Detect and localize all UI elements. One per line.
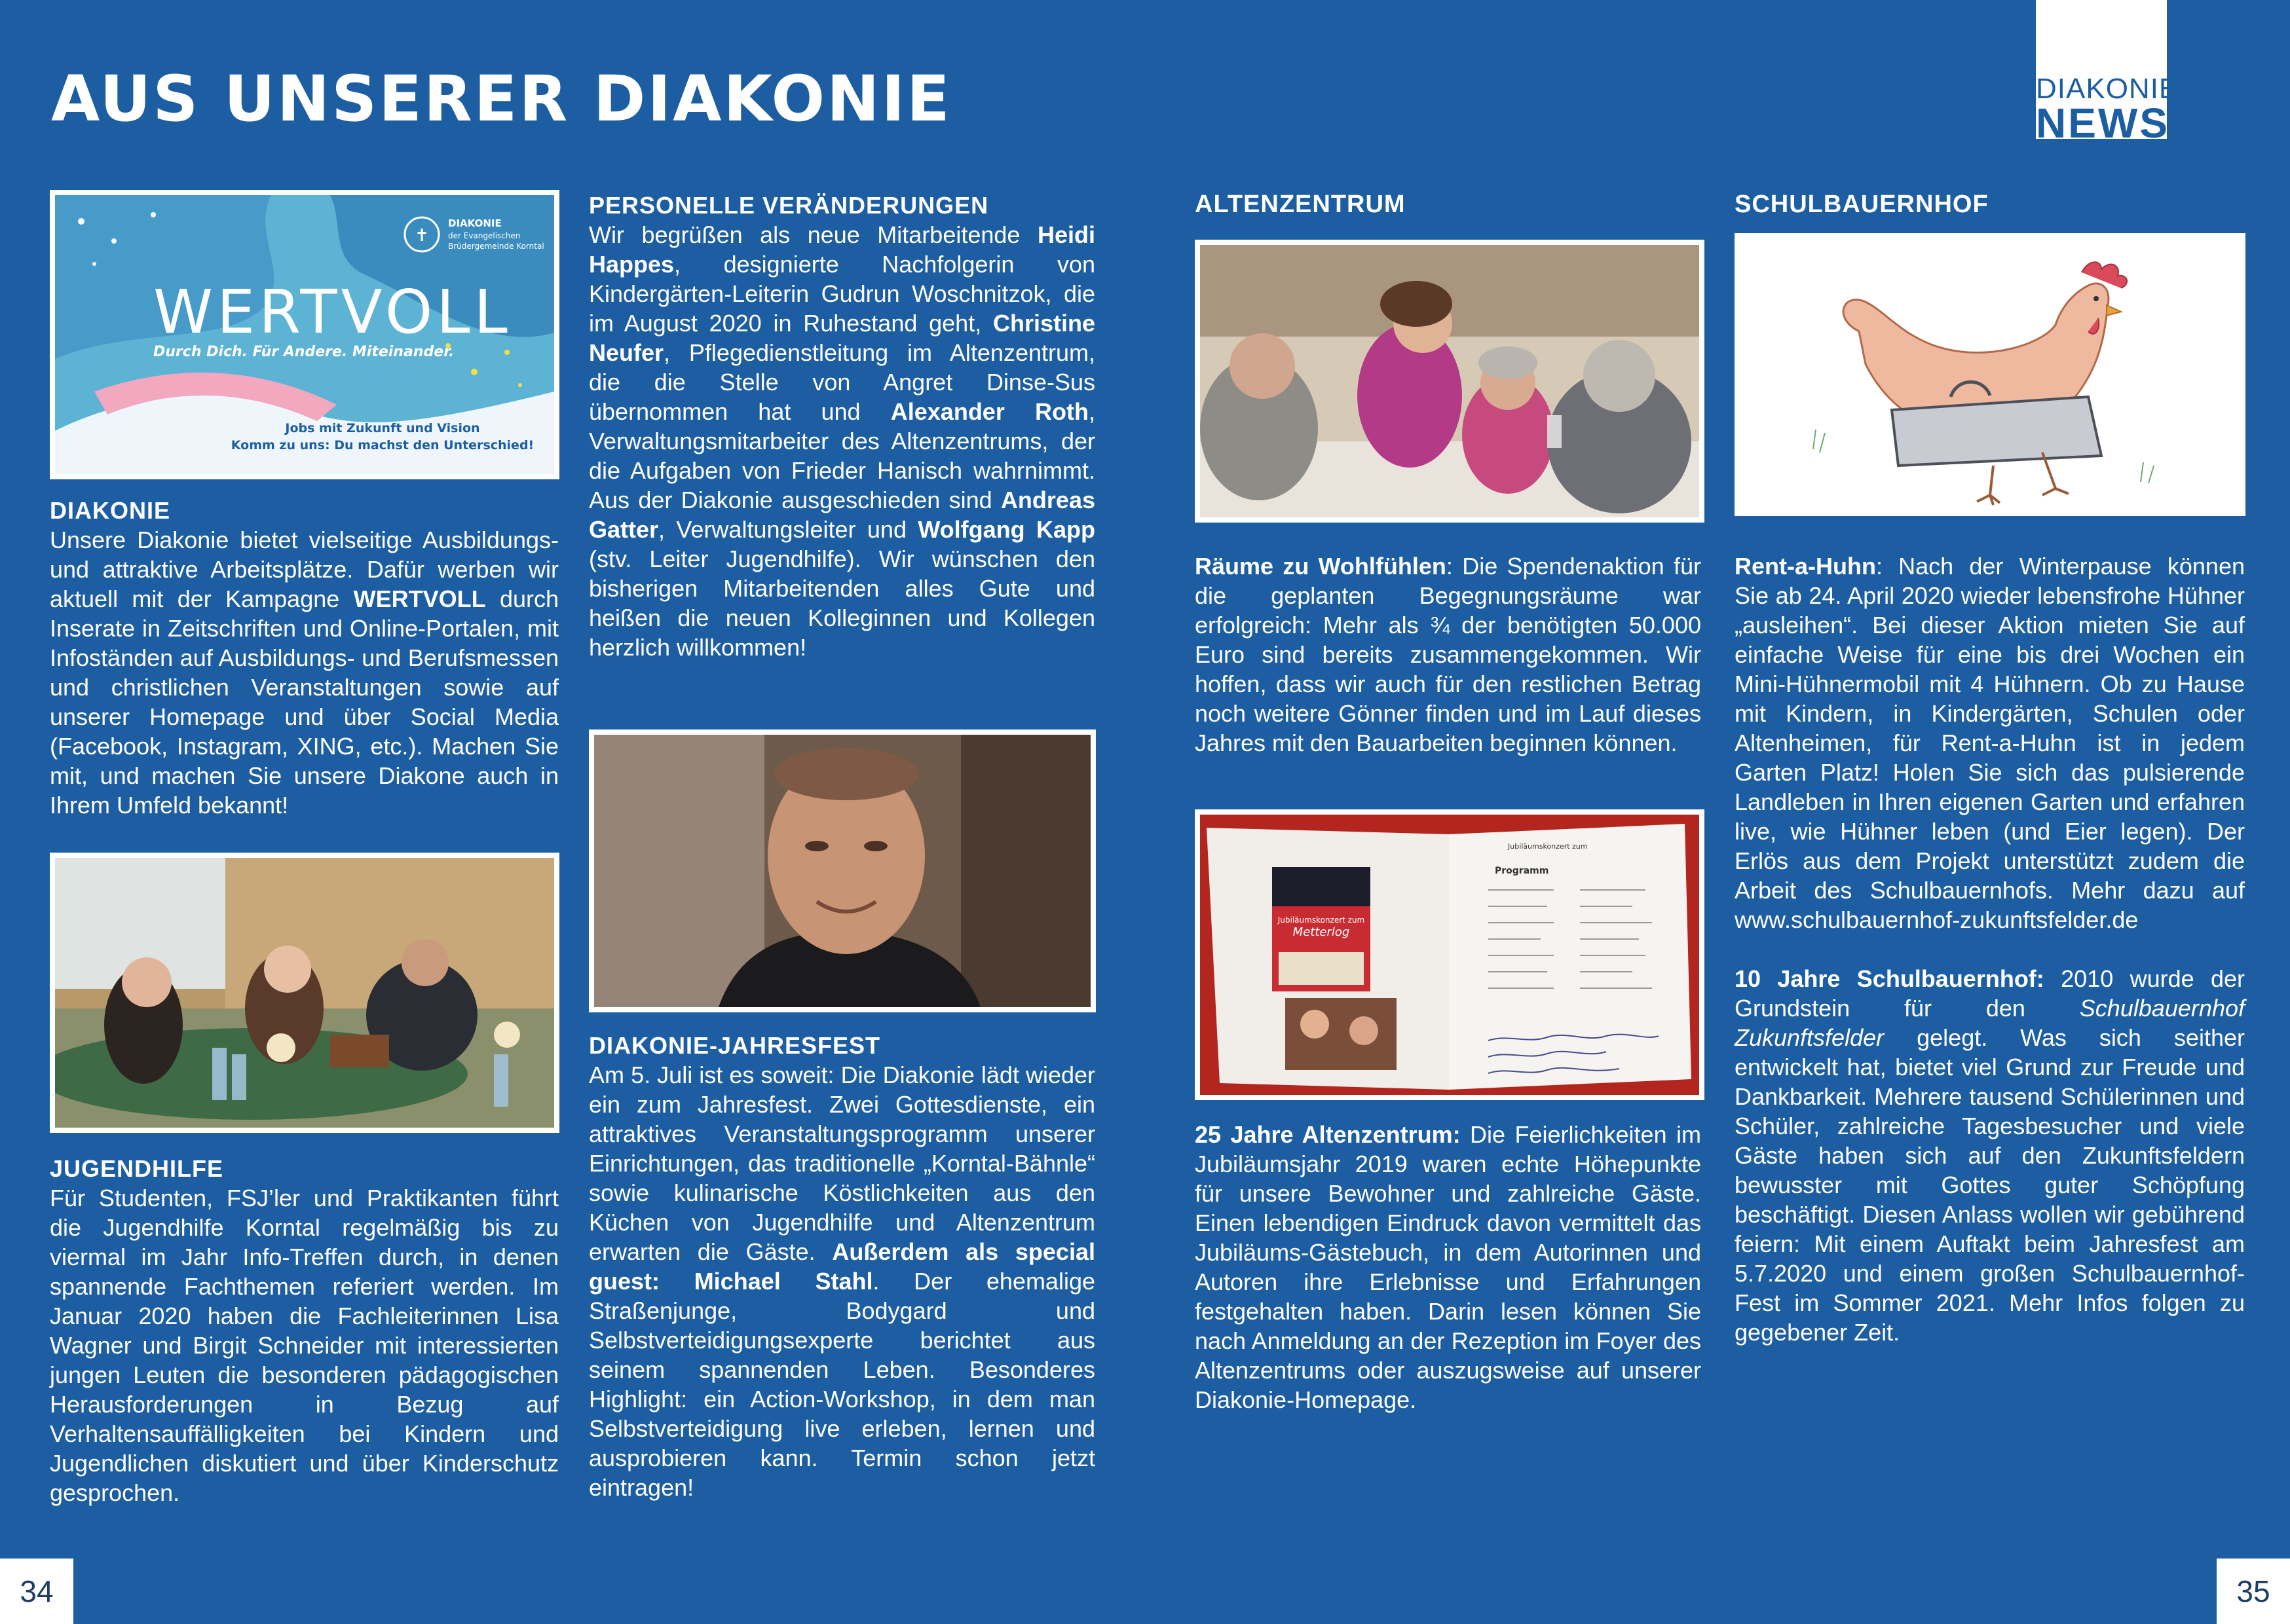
jugendhilfe-section: [50, 1154, 559, 1507]
ad-logo-l1: DIAKONIE: [448, 217, 502, 229]
zehn-jahre-text: 10 Jahre Schulbauernhof: 2010 wurde der Grundstein für den Schulbauernhof Zukunftsfelder gelegt. Was sich seither entwickelt hat, bietet viel Grund zur Freude und Dankbarkeit. Mehrere tausend Schülerinnen und Schüler, zahlreiche Tagesbesucher und viele Gäste haben sich auf den Zukunftsfeldern bewusster mit Gottes guter Schöpfung beschäftigt. Diesen Anlass wollen wir gebührend feiern: Mit einem Auftakt beim Jahresfest am 5.7.2020 und einem großen Schulbauernhof-Fest im Sommer 2021. Mehr Infos folgen zu gegebener Zeit.: [1735, 965, 2245, 1346]
jubilaeum-text: 25 Jahre Altenzentrum: Die Feierlichkeiten im Jubiläumsjahr 2019 waren echte Höhepunkte für unsere Bewohner und zahlreiche Gäste. Einen lebendigen Eindruck davon vermittelt das Jubiläums-Gästebuch, in dem Autorinnen und Autoren ihre Erlebnisse und Erfahrungen festgehalten haben. Darin lesen können Sie nach Anmeldung an der Rezeption im Foyer des Altenzentrums oder auszugsweise auf unserer Diakonie-Homepage.: [1195, 1121, 1701, 1413]
badge-line1: DIAKONIE: [2036, 73, 2179, 105]
guestbook-jubilaeum: Jubiläumskonzert zum: [1277, 915, 1365, 925]
guestbook-photo-graphic: [1200, 815, 1699, 1095]
personelle-heading: PERSONELLE VERÄNDERUNGEN: [589, 192, 989, 219]
personelle-text: Wir begrüßen als neue Mitarbeitende Heidi Happes, designierte Nachfolgerin von Kindergärten-Leiterin Gudrun Woschnitzok, die im August 2020 in Ruhestand geht, Christine Neufer, Pflegedienstleitung im Altenzentrum, die die Stelle von Angret Dinse-Sus übernommen hat und Alexander Roth, Verwaltungsmitarbeiter des Altenzentrums, der die Aufgaben von Frieder Hanisch wahrnimmt. Aus der Diakonie ausgeschieden sind Andreas Gatter, Verwaltungsleiter und Wolfgang Kapp (stv. Leiter Jugendhilfe). Wir wünschen den bisherigen Mitarbeitenden alles Gute und heißen die neuen Kolleginnen und Kollegen herzlich willkommen!: [589, 221, 1096, 661]
raeume-text: Räume zu Wohlfühlen: Die Spendenaktion für die geplanten Begegnungsräume war erfolgreich: Mehr als ¾ der benötigten 50.000 Euro sind bereits zusammengekommen. Wir hoffen, dass wir auch für den restlichen Betrag noch weitere Gönner finden und im Lauf dieses Jahres mit den Bauarbeiten beginnen können.: [1195, 553, 1702, 756]
guestbook-programm: Programm: [1495, 866, 1549, 876]
jugendhilfe-photo-graphic: [55, 858, 554, 1128]
diakonie-news-badge: [2036, 0, 2179, 147]
page-number-left: 34: [0, 1559, 73, 1624]
jugendhilfe-text: Für Studenten, FSJ’ler und Praktikanten führt die Jugendhilfe Korntal regelmäßig bis zu viermal im Jahr Info-Treffen durch, in denen spannende Fachthemen referiert werden. Im Januar 2020 haben die Fachleiterinnen Lisa Wagner und Birgit Schneider mit interessierten jungen Leuten die besonderen pädagogischen Herausforderungen in Bezug auf Verhaltensauffälligkeiten bei Kindern und Jugendlichen diskutiert und über Kinderschutz gesprochen.: [50, 1185, 559, 1506]
rent-a-huhn-section: [1735, 551, 2245, 1347]
ad-logo-l3: Brüdergemeinde Korntal: [448, 242, 544, 251]
ad-headline: WERTVOLL: [153, 277, 512, 347]
wertvoll-ad-image: [50, 190, 559, 479]
guestbook-photo: [1195, 809, 1704, 1100]
guestbook-right-heading: Jubiläumskonzert zum: [1508, 842, 1588, 851]
jahresfest-text: Am 5. Juli ist es soweit: Die Diakonie lädt wieder ein zum Jahresfest. Zwei Gottesdienste, ein attraktives Veranstaltungsprogramm unserer Einrichtungen, das traditionelle „Korntal-Bähnle“ sowie kulinarische Köstlichkeiten aus den Küchen von Jugendhilfe und Altenzentrum erwarten die Gäste. Außerdem als special guest: Michael Stahl. Der ehemalige Straßenjunge, Bodygard und Selbstverteidigungsexperte berichtet aus seinem spannenden Leben. Besonderes Highlight: ein Action-Workshop, in dem man Selbstverteidigung live erleben, lernen und ausprobieren kann. Termin schon jetzt eintragen!: [589, 1061, 1095, 1501]
page-title: AUS UNSERER DIAKONIE: [51, 62, 952, 136]
diakonie-section: [50, 496, 559, 820]
jugendhilfe-photo: [50, 853, 559, 1133]
rent-a-huhn-text: Rent-a-Huhn: Nach der Winterpause können Sie ab 24. April 2020 wieder lebensfrohe Hühner „ausleihen“. Bei dieser Aktion mieten Sie auf einfache Weise für eine bis drei Wochen ein Mini-Hühnermobil mit 4 Hühnern. Ob zu Hause mit Kindern, in Kindergärten, Schulen oder Altenheimen, für Rent-a-Huhn ist in jedem Garten Platz! Holen Sie sich das pulsierende Landleben in Ihren eigenen Garten und erfahren live, wie Hühner leben (und Eier legen). Der Erlös aus dem Projekt unterstützt zudem die Arbeit des Schulbauernhofs. Mehr dazu auf www.schulbauernhof-zukunftsfelder.de: [1735, 553, 2245, 933]
altenzentrum-photo: [1195, 240, 1704, 523]
ad-line2: Komm zu uns: Du machst den Unterschied!: [231, 438, 535, 452]
ad-line1: Jobs mit Zukunft und Vision: [285, 421, 480, 435]
diakonie-heading: DIAKONIE: [50, 497, 171, 524]
ad-logo-l2: der Evangelischen: [448, 231, 521, 240]
ad-tagline: Durch Dich. Für Andere. Miteinander.: [153, 344, 455, 360]
guestbook-metterlog: Metterlog: [1292, 925, 1350, 939]
raeume-section: [1195, 551, 1701, 758]
badge-line2: NEWS: [2036, 100, 2169, 147]
diakonie-text: Unsere Diakonie bietet vielseitige Ausbildungs- und attraktive Arbeitsplätze. Dafür werben wir aktuell mit der Kampagne WERTVOLL durch Inserate in Zeitschriften und Online-Portalen, mit Infoständen auf Ausbildungs- und Berufsmessen und christlichen Veranstaltungen sowie auf unserer Homepage und über Social Media (Facebook, Instagram, XING, etc.). Machen Sie mit, und machen Sie unsere Diakone auch in Ihrem Umfeld bekannt!: [50, 526, 559, 819]
altenzentrum-photo-graphic: [1200, 245, 1699, 517]
jahresfest-section: [589, 1031, 1095, 1502]
schulbauernhof-heading: SCHULBAUERNHOF: [1735, 191, 1989, 218]
chicken-illustration-graphic: [1735, 233, 2245, 516]
svg-text:✝: ✝: [415, 226, 429, 246]
altenzentrum-heading: ALTENZENTRUM: [1195, 191, 1406, 218]
michael-stahl-photo: [589, 729, 1096, 1012]
chicken-illustration: [1735, 233, 2245, 516]
jahresfest-heading: DIAKONIE-JAHRESFEST: [589, 1032, 881, 1059]
wertvoll-ad-graphic: [55, 195, 554, 474]
page-number-right: 35: [2217, 1559, 2290, 1624]
personelle-section: [589, 191, 1095, 662]
jugendhilfe-heading: JUGENDHILFE: [50, 1155, 224, 1182]
jubilaeum-section: [1195, 1120, 1701, 1414]
portrait-graphic: [594, 735, 1091, 1007]
